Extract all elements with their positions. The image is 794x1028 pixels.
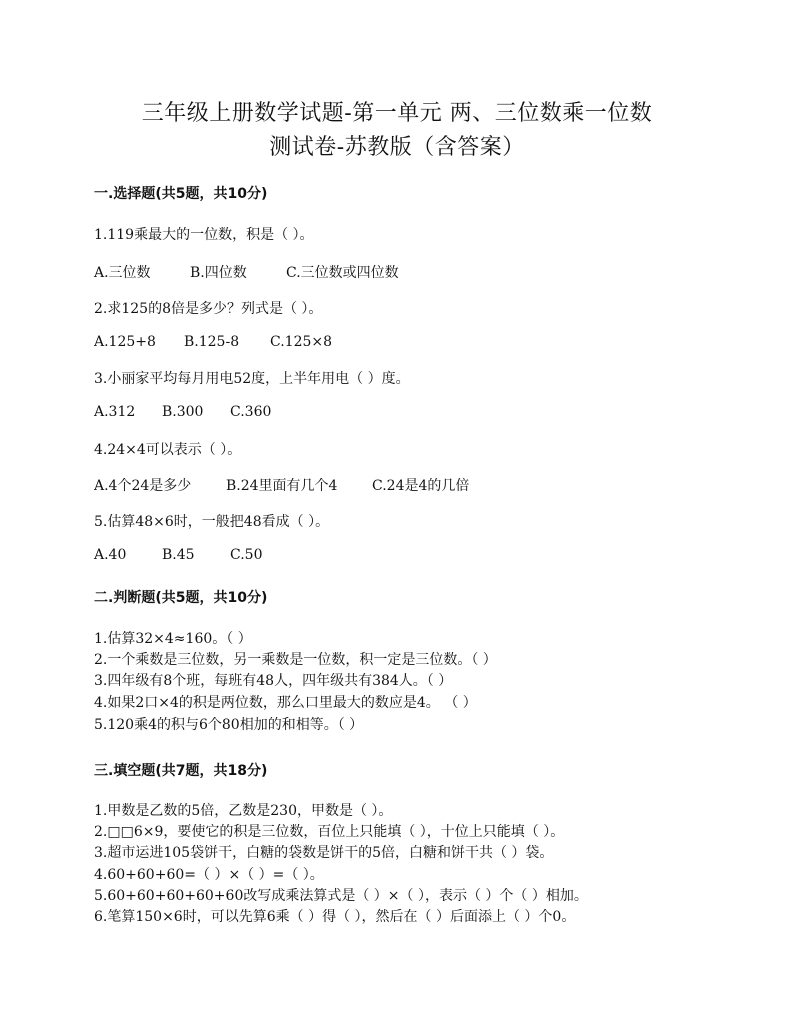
option-c: C.360 <box>230 404 272 420</box>
option-c: C.三位数或四位数 <box>286 265 399 281</box>
option-b: B.24里面有几个4 <box>226 478 338 494</box>
option-a: A.三位数 <box>94 265 151 281</box>
document-title-line-1: 三年级上册数学试题-第一单元 两、三位数乘一位数 <box>141 101 653 126</box>
option-c: C.50 <box>230 547 263 563</box>
judgement-item: 4.如果2口×4的积是两位数，那么口里最大的数应是4。 （ ） <box>94 695 477 711</box>
question-stem: 3.小丽家平均每月用电52度，上半年用电（ ）度。 <box>94 371 410 387</box>
option-a: A.4个24是多少 <box>94 478 192 494</box>
fill-item: 6.笔算150×6时，可以先算6乘（ ）得（ ），然后在（ ）后面添上（ ）个0。 <box>94 909 576 925</box>
option-a: A.312 <box>94 404 136 420</box>
question-stem: 2.求125的8倍是多少？列式是（ ）。 <box>94 301 323 317</box>
option-b: B.45 <box>162 547 195 563</box>
option-a: A.40 <box>94 547 127 563</box>
question-options <box>94 334 332 350</box>
question-stem: 1.119乘最大的一位数，积是（ ）。 <box>94 227 314 243</box>
fill-item: 5.60+60+60+60+60改写成乘法算式是（ ）×（ ），表示（ ）个（ ）相加。 <box>94 888 588 904</box>
fill-item: 1.甲数是乙数的5倍，乙数是230，甲数是（ ）。 <box>94 803 393 819</box>
question-options <box>94 475 469 495</box>
option-c: C.125×8 <box>270 334 333 350</box>
fill-item: 3.超市运进105袋饼干，白糖的袋数是饼干的5倍，白糖和饼干共（ ）袋。 <box>94 845 554 861</box>
option-b: B.125-8 <box>184 334 240 350</box>
section-heading-judgement: 二.判断题(共5题，共10分) <box>94 590 268 606</box>
question-options <box>94 547 262 563</box>
question-options <box>94 262 399 282</box>
option-b: B.300 <box>162 404 204 420</box>
question-stem: 5.估算48×6时，一般把48看成（ ）。 <box>94 514 330 530</box>
section-heading-choice: 一.选择题(共5题，共10分) <box>94 186 268 202</box>
fill-item: 4.60+60+60=（ ）×（ ）=（ ）。 <box>94 867 324 883</box>
option-c: C.24是4的几倍 <box>372 478 470 494</box>
document-title-line-2: 测试卷-苏教版（含答案） <box>269 135 525 160</box>
option-b: B.四位数 <box>190 265 247 281</box>
fill-item: 2.□□6×9，要使它的积是三位数，百位上只能填（ ），十位上只能填（ ）。 <box>94 824 565 840</box>
judgement-item: 3.四年级有8个班，每班有48人，四年级共有384人。（ ） <box>94 673 453 689</box>
judgement-item: 2.一个乘数是三位数，另一乘数是一位数，积一定是三位数。（ ） <box>94 652 497 668</box>
judgement-item: 1.估算32×4≈160。（ ） <box>94 631 252 647</box>
question-options <box>94 404 271 420</box>
question-stem: 4.24×4可以表示（ ）。 <box>94 442 242 458</box>
section-heading-fill: 三.填空题(共7题，共18分) <box>94 763 268 779</box>
judgement-item: 5.120乘4的积与6个80相加的和相等。（ ） <box>94 717 364 733</box>
option-a: A.125+8 <box>94 334 156 350</box>
